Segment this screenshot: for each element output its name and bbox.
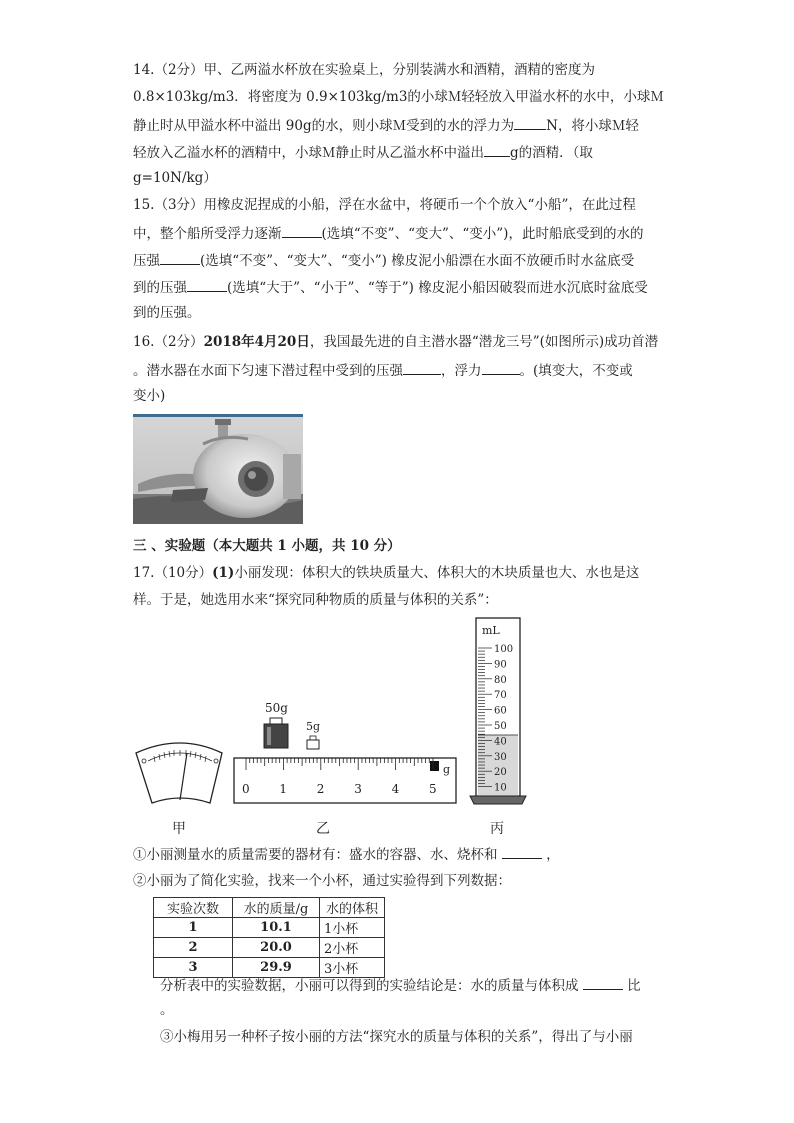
cylinder-mark-label: 10 — [494, 782, 507, 794]
ruler-tick-label: 5 — [429, 782, 437, 796]
q14-text-4b: g的酒精．（取 — [510, 145, 593, 161]
q16-blank-pressure[interactable] — [403, 360, 441, 375]
q15-text-3b: (选填“不变”、“变大”、“变小”) 橡皮泥小船漂在水面不放硬币时水盆底受 — [200, 253, 635, 269]
q14-text-4a: 轻放入乙溢水杯的酒精中，小球Ｍ静止时从乙溢水杯中溢出 — [133, 145, 484, 161]
q17-item-3 — [160, 1028, 633, 1046]
q17-item-2 — [133, 872, 511, 890]
q17-item-2-text: ②小丽为了简化实验，找来一个小杯，通过实验得到下列数据： — [133, 873, 511, 889]
cylinder-mark-label: 60 — [494, 705, 507, 717]
q17-text-1c: 小丽发现：体积大的铁块质量大、体积大的木块质量也大、水也是这 — [234, 565, 640, 581]
q14-line-3 — [133, 115, 639, 135]
weight-50g-label: 50g — [265, 701, 288, 715]
ruler-tick-label: 1 — [279, 782, 288, 796]
beam-ruler — [234, 758, 456, 803]
q16-text-2c: 。(填变大，不变或 — [519, 363, 633, 379]
q17-analysis-text: 分析表中的实验数据，小丽可以得到的实验结论是：水的质量与体积成 — [160, 978, 579, 994]
q15-text-2b: (选填“不变”、“变大”、“变小”)，此时船底受到的水的 — [321, 226, 644, 242]
ruler-tick-label: 3 — [354, 782, 362, 796]
balance-scale-icon — [136, 743, 222, 803]
cylinder-mark-label: 100 — [494, 644, 514, 655]
q15-blank-buoyancy[interactable] — [282, 223, 322, 238]
q17-analysis-end: 比 — [627, 978, 641, 994]
q14-text-3a: 静止时从甲溢水杯中溢出 90g的水，则小球Ｍ受到的水的浮力为 — [133, 118, 515, 134]
table-cell-mass: 29.9 — [233, 958, 320, 978]
table-cell-trial: 2 — [154, 938, 233, 958]
q17-item-3-text: ③小梅用另一种杯子按小丽的方法“探究水的质量与体积的关系”，得出了与小丽 — [160, 1029, 633, 1045]
q15-text-1: 15.（3分）用橡皮泥捏成的小船，浮在水盆中，将硬币一个个放入“小船”，在此过程 — [133, 197, 636, 213]
q17-part-1: (1) — [212, 565, 235, 581]
q14-blank-alcohol-mass[interactable] — [484, 142, 510, 157]
q17-analysis-period-text: 。 — [160, 1002, 174, 1018]
q14-line-5 — [133, 169, 217, 187]
q15-line-4 — [133, 277, 648, 297]
table-header-volume: 水的体积 — [320, 898, 385, 918]
ruler-tick-label: 4 — [391, 782, 400, 796]
q17-blank-equipment[interactable] — [502, 844, 542, 859]
figure-label-bing: 丙 — [490, 821, 504, 837]
q15-line-2 — [133, 223, 643, 243]
q14-text-3b: N，将小球Ｍ轻 — [546, 118, 639, 134]
section-3-title — [133, 537, 401, 555]
cylinder-unit-label: mL — [482, 624, 500, 637]
q16-line-3 — [133, 387, 165, 405]
table-header-row — [154, 898, 385, 918]
table-cell-mass: 10.1 — [233, 918, 320, 938]
q14-line-4 — [133, 142, 593, 162]
q17-line-1 — [133, 564, 639, 582]
figure-label-jia: 甲 — [172, 821, 186, 837]
ruler-tick-label: 2 — [316, 782, 325, 796]
table-row — [154, 938, 385, 958]
q15-text-2a: 中，整个船所受浮力逐渐 — [133, 226, 282, 242]
q15-line-5 — [133, 304, 201, 322]
q16-date: 2018年4月20日 — [203, 334, 310, 350]
q17-figure — [130, 615, 670, 840]
q17-analysis — [160, 975, 641, 995]
ruler-tick-label: 0 — [242, 782, 250, 796]
q14-text-2: 0.8×103kg/m3．将密度为 0.9×103kg/m3的小球Ｍ轻轻放入甲溢水杯的水中，小球Ｍ — [133, 89, 664, 105]
cylinder-mark-label: 40 — [494, 736, 507, 748]
q16-text-3: 变小) — [133, 388, 166, 404]
weight-5g-label: 5g — [306, 720, 321, 733]
q14-text-5: g=10N/kg） — [133, 170, 217, 186]
figure-label-yi: 乙 — [316, 821, 330, 837]
q14-line-2 — [133, 88, 664, 106]
q14-text-1: 14.（2分）甲、乙两溢水杯放在实验桌上，分别装满水和酒精，酒精的密度为 — [133, 62, 596, 78]
weight-50g-icon — [264, 718, 288, 748]
q15-line-1 — [133, 196, 636, 214]
q17-item-1-end: ， — [546, 847, 560, 863]
q17-item-1 — [133, 844, 560, 864]
q17-item-1-text: ①小丽测量水的质量需要的器材有：盛水的容器、水、烧杯和 — [133, 847, 498, 863]
weight-5g-icon — [307, 736, 319, 749]
table-cell-volume: 1小杯 — [320, 918, 385, 938]
cylinder-mark-label: 50 — [494, 721, 507, 732]
submersible-photo — [133, 414, 303, 524]
q16-line-2 — [133, 360, 633, 380]
q16-line-1 — [133, 333, 658, 351]
q16-text-2a: 。潜水器在水面下匀速下潜过程中受到的压强 — [133, 363, 403, 379]
q17-blank-proportion[interactable] — [583, 975, 623, 990]
q16-blank-buoyancy[interactable] — [482, 360, 520, 375]
q15-text-3a: 压强 — [133, 253, 160, 269]
cylinder-mark-label: 70 — [494, 690, 507, 702]
q15-line-3 — [133, 250, 634, 270]
table-cell-mass: 20.0 — [233, 938, 320, 958]
q14-blank-buoyancy[interactable] — [514, 115, 546, 130]
cylinder-mark-label: 90 — [494, 659, 507, 671]
experiment-data-table — [153, 897, 385, 978]
q15-blank-pressure[interactable] — [160, 250, 200, 265]
q15-text-4a: 到的压强 — [133, 280, 187, 296]
cylinder-mark-label: 20 — [494, 767, 507, 779]
q16-text-1a: 16.（2分） — [133, 334, 204, 350]
q17-text-2: 样。于是，她选用水来“探究同种物质的质量与体积的关系”： — [133, 592, 498, 608]
table-cell-trial: 1 — [154, 918, 233, 938]
q17-analysis-period — [160, 1001, 174, 1019]
q17-line-2 — [133, 591, 498, 609]
q14-line-1 — [133, 61, 595, 79]
cylinder-mark-label: 30 — [494, 751, 507, 763]
q16-text-2b: ，浮力 — [441, 363, 482, 379]
q15-text-5: 到的压强。 — [133, 305, 201, 321]
table-cell-volume: 3小杯 — [320, 958, 385, 978]
cylinder-mark-label: 80 — [494, 674, 507, 686]
table-cell-volume: 2小杯 — [320, 938, 385, 958]
table-cell-trial: 3 — [154, 958, 233, 978]
table-row — [154, 918, 385, 938]
q15-blank-compare[interactable] — [187, 277, 227, 292]
q15-text-4b: (选填“大于”、“小于”、“等于”) 橡皮泥小船因破裂而进水沉底时盆底受 — [227, 280, 648, 296]
section-3-title-text: 三 、实验题（本大题共 1 小题，共 10 分） — [133, 538, 401, 554]
q17-text-1a: 17.（10分） — [133, 565, 213, 581]
ruler-unit-label: g — [443, 763, 451, 776]
q16-text-1c: ，我国最先进的自主潜水器“潜龙三号”(如图所示)成功首潜 — [309, 334, 659, 350]
table-header-mass: 水的质量/g — [233, 898, 320, 918]
table-header-trial: 实验次数 — [154, 898, 233, 918]
